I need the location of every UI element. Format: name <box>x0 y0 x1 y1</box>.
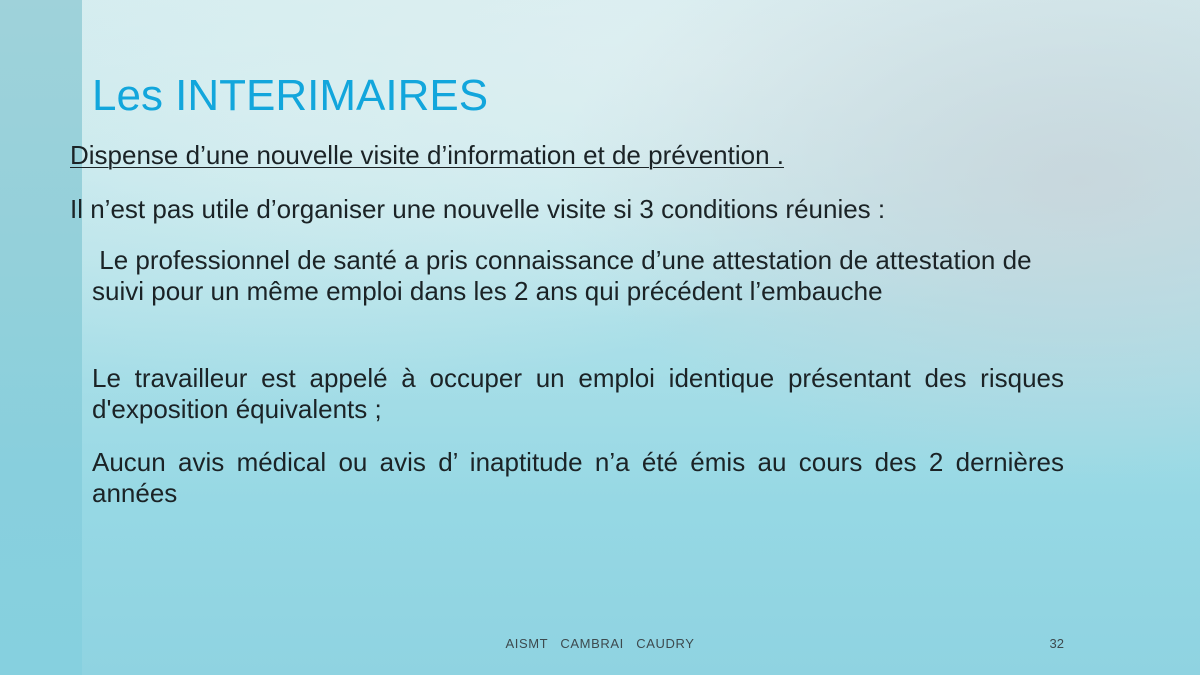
slide-subheading: Dispense d’une nouvelle visite d’information et de prévention . <box>70 140 784 170</box>
condition-1: Le professionnel de santé a pris connaissance d’une attestation de attestation de suivi pour un même emploi dans les 2 ans qui précédent l’embauche <box>92 245 1039 306</box>
page-number: 32 <box>1049 636 1064 651</box>
side-accent-strip <box>0 0 82 675</box>
slide-footer: AISMT CAMBRAI CAUDRY <box>505 636 695 651</box>
condition-2: Le travailleur est appelé à occuper un emploi identique présentant des risques d'exposition équivalents ; <box>92 363 1064 424</box>
condition-3: Aucun avis médical ou avis d’ inaptitude n’a été émis au cours des 2 dernières années <box>92 447 1064 508</box>
slide-title: Les INTERIMAIRES <box>92 71 489 120</box>
intro-text: Il n’est pas utile d’organiser une nouvelle visite si 3 conditions réunies : <box>70 194 886 224</box>
